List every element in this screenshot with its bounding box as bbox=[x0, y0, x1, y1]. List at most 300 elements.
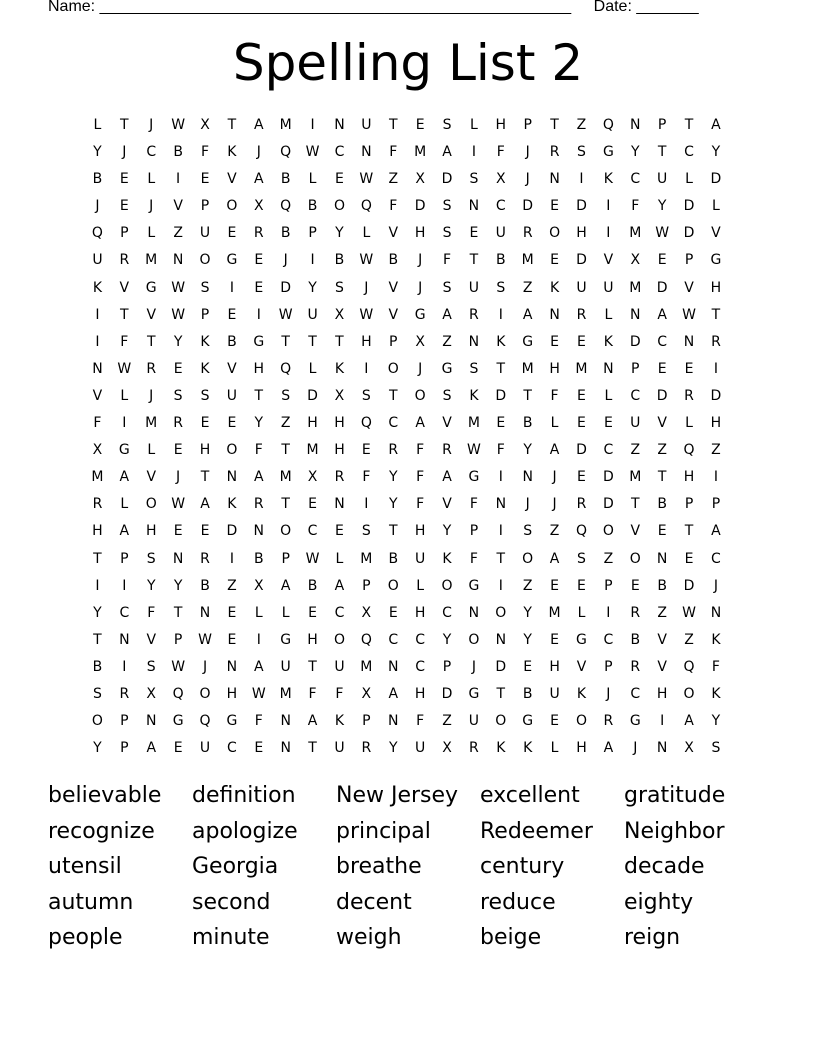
grid-letter: Z bbox=[522, 279, 533, 296]
page-title: Spelling List 2 bbox=[232, 34, 584, 92]
grid-letter: N bbox=[549, 306, 560, 323]
grid-letter: H bbox=[495, 117, 507, 133]
grid-letter: P bbox=[173, 631, 183, 648]
grid-letter: Z bbox=[630, 442, 641, 459]
grid-letter: L bbox=[120, 387, 129, 404]
grid-letter: S bbox=[335, 279, 344, 296]
grid-row bbox=[84, 437, 734, 464]
grid-letter: N bbox=[630, 306, 641, 323]
grid-letter: X bbox=[334, 387, 345, 404]
grid-letter: P bbox=[120, 225, 129, 242]
grid-letter: B bbox=[657, 577, 667, 594]
grid-letter: E bbox=[173, 360, 183, 377]
grid-letter: N bbox=[683, 333, 695, 350]
grid-letter: L bbox=[335, 550, 344, 567]
grid-letter: L bbox=[685, 171, 693, 188]
grid-letter: G bbox=[226, 252, 238, 269]
word-bank-item: decade bbox=[624, 854, 705, 879]
grid-letter: N bbox=[226, 469, 238, 486]
grid-letter: H bbox=[226, 685, 238, 702]
grid-row bbox=[84, 112, 734, 139]
grid-letter: E bbox=[577, 577, 586, 594]
grid-letter: A bbox=[549, 442, 560, 459]
grid-letter: T bbox=[281, 496, 290, 513]
grid-letter: E bbox=[335, 523, 344, 540]
grid-letter: Y bbox=[711, 144, 721, 161]
grid-letter: W bbox=[251, 685, 266, 702]
grid-letter: A bbox=[522, 306, 533, 323]
word-bank-item: principal bbox=[336, 818, 431, 844]
grid-letter: G bbox=[468, 685, 480, 702]
word-bank-item: utensil bbox=[48, 854, 122, 879]
grid-letter: R bbox=[253, 496, 264, 513]
grid-letter: O bbox=[575, 713, 587, 730]
grid-letter: L bbox=[120, 496, 129, 513]
grid-letter: N bbox=[199, 604, 211, 621]
grid-letter: C bbox=[227, 740, 237, 757]
grid-letter: R bbox=[603, 713, 614, 730]
grid-letter: W bbox=[655, 225, 670, 242]
grid-letter: P bbox=[362, 577, 371, 594]
grid-letter: M bbox=[414, 144, 427, 161]
grid-letter: R bbox=[119, 252, 130, 269]
grid-letter: V bbox=[442, 496, 452, 513]
grid-letter: B bbox=[388, 550, 399, 567]
grid-letter: R bbox=[92, 496, 103, 513]
grid-letter: X bbox=[146, 685, 157, 702]
word-bank-item: second bbox=[192, 889, 271, 915]
grid-letter: C bbox=[307, 523, 318, 540]
grid-letter: U bbox=[199, 740, 211, 757]
grid-letter: H bbox=[683, 469, 695, 486]
grid-letter: T bbox=[388, 387, 398, 404]
grid-letter: O bbox=[468, 631, 480, 648]
grid-letter: V bbox=[146, 631, 157, 648]
grid-letter: N bbox=[361, 144, 372, 161]
grid-letter: S bbox=[577, 144, 586, 161]
grid-letter: A bbox=[684, 713, 694, 730]
grid-letter: W bbox=[305, 144, 320, 161]
grid-letter: I bbox=[498, 469, 503, 486]
grid-letter: J bbox=[552, 469, 557, 486]
grid-letter: S bbox=[711, 740, 721, 757]
grid-letter: L bbox=[685, 415, 693, 432]
grid-letter: B bbox=[173, 144, 183, 161]
grid-letter: L bbox=[604, 387, 613, 404]
grid-letter: I bbox=[95, 333, 100, 350]
grid-letter: A bbox=[711, 523, 721, 540]
grid-letter: E bbox=[227, 306, 237, 323]
grid-letter: W bbox=[117, 360, 132, 377]
grid-letter: H bbox=[307, 415, 318, 432]
grid-letter: F bbox=[550, 387, 559, 404]
grid-letter: E bbox=[415, 117, 425, 133]
grid-letter: Y bbox=[93, 604, 102, 621]
grid-letter: D bbox=[441, 685, 453, 702]
grid-letter: O bbox=[226, 442, 238, 459]
grid-letter: U bbox=[630, 415, 641, 432]
grid-letter: O bbox=[91, 713, 103, 730]
grid-letter: M bbox=[521, 252, 534, 269]
grid-letter: R bbox=[576, 496, 587, 513]
grid-letter: O bbox=[199, 252, 211, 269]
grid-letter: V bbox=[711, 225, 721, 242]
grid-letter: S bbox=[146, 550, 156, 567]
grid-letter: E bbox=[388, 604, 398, 621]
grid-letter: Y bbox=[93, 740, 102, 757]
grid-letter: J bbox=[525, 144, 530, 161]
grid-letter: V bbox=[388, 225, 399, 242]
grid-letter: I bbox=[229, 550, 234, 567]
grid-letter: T bbox=[227, 117, 237, 133]
grid-letter: X bbox=[361, 604, 372, 621]
grid-letter: O bbox=[683, 685, 695, 702]
grid-letter: U bbox=[415, 740, 426, 757]
grid-letter: H bbox=[414, 685, 426, 702]
grid-letter: O bbox=[549, 225, 561, 242]
grid-letter: T bbox=[496, 360, 506, 377]
grid-letter: A bbox=[442, 469, 452, 486]
grid-letter: E bbox=[200, 523, 210, 540]
grid-letter: N bbox=[145, 713, 157, 730]
grid-letter: I bbox=[122, 415, 127, 432]
grid-row bbox=[84, 166, 734, 193]
grid-letter: J bbox=[418, 252, 423, 269]
grid-letter: W bbox=[359, 306, 374, 323]
grid-letter: F bbox=[416, 469, 425, 486]
grid-letter: O bbox=[522, 550, 534, 567]
grid-letter: T bbox=[335, 333, 344, 350]
grid-letter: Q bbox=[280, 198, 292, 215]
grid-letter: Z bbox=[657, 442, 667, 459]
grid-letter: E bbox=[173, 523, 183, 540]
grid-letter: D bbox=[414, 198, 426, 215]
grid-letter: K bbox=[549, 279, 560, 296]
grid-letter: T bbox=[173, 604, 183, 621]
grid-letter: W bbox=[682, 306, 696, 323]
word-bank-item: believable bbox=[48, 783, 162, 808]
grid-letter: T bbox=[308, 658, 317, 675]
grid-letter: I bbox=[310, 252, 315, 269]
grid-letter: L bbox=[577, 604, 586, 621]
grid-letter: L bbox=[550, 740, 559, 757]
grid-letter: S bbox=[469, 360, 479, 377]
grid-letter: F bbox=[120, 333, 129, 350]
word-bank-item: reduce bbox=[480, 889, 556, 915]
grid-letter: I bbox=[498, 577, 503, 594]
grid-letter: H bbox=[414, 523, 426, 540]
grid-letter: D bbox=[602, 496, 614, 513]
grid-letter: F bbox=[254, 442, 263, 459]
grid-letter: C bbox=[388, 631, 399, 648]
grid-letter: Q bbox=[280, 360, 292, 377]
grid-letter: H bbox=[253, 360, 265, 377]
grid-letter: P bbox=[684, 252, 694, 269]
grid-letter: A bbox=[280, 577, 291, 594]
grid-row bbox=[84, 491, 734, 518]
grid-letter: W bbox=[171, 279, 186, 296]
grid-letter: Z bbox=[684, 631, 694, 648]
grid-letter: G bbox=[710, 252, 722, 269]
grid-letter: K bbox=[496, 333, 506, 350]
grid-letter: V bbox=[173, 198, 183, 215]
grid-letter: G bbox=[522, 713, 534, 730]
grid-letter: G bbox=[172, 713, 184, 730]
grid-letter: V bbox=[603, 252, 614, 269]
grid-letter: W bbox=[682, 604, 696, 621]
grid-letter: E bbox=[630, 577, 640, 594]
word-bank-item: recognize bbox=[48, 818, 155, 844]
grid-letter: K bbox=[469, 387, 479, 404]
grid-row bbox=[84, 193, 734, 220]
grid-letter: T bbox=[120, 306, 129, 323]
grid-letter: K bbox=[523, 740, 533, 757]
grid-letter: X bbox=[307, 469, 318, 486]
grid-letter: I bbox=[256, 631, 261, 648]
grid-letter: F bbox=[200, 144, 210, 161]
grid-letter: U bbox=[307, 306, 318, 323]
word-bank-item: New Jersey bbox=[336, 783, 459, 808]
grid-letter: G bbox=[226, 713, 238, 730]
grid-letter: C bbox=[630, 387, 641, 404]
word-bank-item: decent bbox=[336, 889, 412, 915]
grid-letter: J bbox=[149, 387, 154, 404]
grid-letter: N bbox=[280, 740, 291, 757]
grid-letter: C bbox=[334, 604, 345, 621]
grid-letter: J bbox=[149, 117, 154, 133]
grid-letter: F bbox=[496, 442, 505, 459]
grid-letter: C bbox=[495, 198, 506, 215]
grid-letter: Z bbox=[227, 577, 237, 594]
grid-letter: A bbox=[442, 306, 452, 323]
grid-letter: G bbox=[118, 442, 130, 459]
grid-letter: S bbox=[577, 550, 586, 567]
grid-letter: K bbox=[200, 333, 210, 350]
grid-letter: O bbox=[145, 496, 157, 513]
grid-letter: Y bbox=[657, 198, 667, 215]
grid-letter: X bbox=[200, 117, 210, 133]
grid-letter: O bbox=[199, 685, 211, 702]
word-bank-item: minute bbox=[192, 925, 270, 950]
grid-letter: E bbox=[308, 604, 317, 621]
grid-letter: J bbox=[95, 198, 100, 215]
grid-letter: G bbox=[441, 360, 453, 377]
grid-letter: K bbox=[603, 171, 613, 188]
grid-letter: L bbox=[416, 577, 425, 594]
word-bank-item: century bbox=[480, 854, 565, 879]
grid-letter: L bbox=[712, 198, 720, 215]
grid-letter: C bbox=[119, 604, 130, 621]
grid-letter: I bbox=[498, 306, 503, 323]
grid-letter: S bbox=[442, 225, 452, 242]
grid-letter: L bbox=[147, 171, 156, 188]
grid-letter: C bbox=[603, 631, 614, 648]
grid-letter: E bbox=[523, 658, 533, 675]
grid-letter: Z bbox=[711, 442, 721, 459]
grid-letter: T bbox=[523, 387, 532, 404]
grid-letter: N bbox=[226, 658, 238, 675]
grid-letter: N bbox=[172, 550, 184, 567]
grid-letter: E bbox=[200, 171, 210, 188]
grid-letter: D bbox=[656, 387, 668, 404]
grid-letter: X bbox=[442, 740, 452, 757]
grid-letter: F bbox=[416, 713, 425, 730]
grid-letter: Q bbox=[91, 225, 103, 242]
grid-letter: Z bbox=[657, 604, 667, 621]
grid-letter: K bbox=[92, 279, 103, 296]
grid-letter: C bbox=[146, 144, 157, 161]
grid-letter: U bbox=[657, 171, 668, 188]
grid-letter: J bbox=[364, 279, 369, 296]
grid-letter: T bbox=[684, 117, 694, 133]
grid-letter: B bbox=[280, 171, 291, 188]
grid-letter: A bbox=[119, 469, 130, 486]
grid-letter: F bbox=[631, 198, 640, 215]
grid-letter: R bbox=[173, 415, 183, 432]
grid-letter: Y bbox=[523, 631, 532, 648]
grid-letter: O bbox=[226, 198, 238, 215]
grid-letter: F bbox=[308, 685, 317, 702]
grid-letter: E bbox=[550, 252, 560, 269]
grid-letter: X bbox=[415, 171, 425, 188]
grid-letter: J bbox=[418, 279, 423, 296]
grid-letter: C bbox=[630, 171, 641, 188]
grid-letter: N bbox=[549, 171, 560, 188]
grid-letter: L bbox=[281, 604, 290, 621]
grid-letter: J bbox=[122, 144, 127, 161]
grid-letter: B bbox=[200, 577, 210, 594]
grid-letter: E bbox=[550, 577, 560, 594]
grid-letter: S bbox=[442, 387, 452, 404]
grid-letter: A bbox=[254, 171, 264, 188]
grid-letter: W bbox=[359, 171, 374, 188]
grid-letter: L bbox=[147, 225, 156, 242]
grid-letter: O bbox=[495, 604, 507, 621]
grid-letter: U bbox=[334, 740, 345, 757]
grid-letter: L bbox=[308, 171, 317, 188]
grid-letter: I bbox=[95, 306, 100, 323]
grid-letter: C bbox=[603, 442, 614, 459]
grid-letter: O bbox=[495, 713, 507, 730]
grid-letter: W bbox=[359, 252, 374, 269]
grid-letter: I bbox=[471, 144, 476, 161]
grid-letter: N bbox=[468, 198, 480, 215]
grid-letter: P bbox=[200, 306, 210, 323]
grid-letter: Y bbox=[308, 279, 317, 296]
grid-letter: U bbox=[199, 225, 211, 242]
grid-letter: B bbox=[280, 225, 291, 242]
grid-letter: U bbox=[549, 685, 560, 702]
grid-letter: Q bbox=[683, 658, 695, 675]
grid-row bbox=[84, 681, 734, 708]
grid-letter: Q bbox=[360, 415, 372, 432]
grid-letter: E bbox=[119, 171, 129, 188]
grid-letter: W bbox=[305, 550, 320, 567]
grid-letter: J bbox=[471, 658, 476, 675]
grid-row bbox=[84, 275, 734, 302]
grid-letter: Q bbox=[683, 442, 695, 459]
grid-letter: C bbox=[334, 144, 345, 161]
grid-letter: U bbox=[334, 658, 345, 675]
grid-letter: R bbox=[522, 225, 533, 242]
grid-letter: B bbox=[388, 252, 399, 269]
grid-letter: Q bbox=[575, 523, 587, 540]
grid-letter: Z bbox=[173, 225, 183, 242]
grid-letter: A bbox=[657, 306, 667, 323]
grid-letter: K bbox=[496, 740, 506, 757]
grid-letter: D bbox=[576, 442, 587, 459]
grid-letter: G bbox=[253, 333, 265, 350]
grid-letter: B bbox=[496, 252, 506, 269]
grid-letter: H bbox=[199, 442, 211, 459]
grid-letter: L bbox=[604, 306, 613, 323]
grid-letter: H bbox=[334, 442, 345, 459]
grid-letter: N bbox=[92, 360, 103, 377]
grid-letter: B bbox=[657, 496, 667, 513]
grid-letter: S bbox=[469, 171, 479, 188]
grid-letter: U bbox=[226, 387, 238, 404]
grid-letter: M bbox=[629, 469, 642, 486]
grid-letter: F bbox=[147, 604, 156, 621]
grid-letter: E bbox=[335, 171, 344, 188]
grid-letter: V bbox=[92, 387, 103, 404]
grid-letter: X bbox=[684, 740, 694, 757]
grid-letter: C bbox=[388, 415, 399, 432]
grid-letter: K bbox=[334, 360, 345, 377]
grid-letter: N bbox=[334, 117, 345, 133]
grid-letter: S bbox=[523, 523, 533, 540]
grid-letter: Y bbox=[335, 225, 344, 242]
grid-letter: T bbox=[146, 333, 156, 350]
grid-letter: C bbox=[442, 604, 452, 621]
grid-letter: G bbox=[414, 306, 426, 323]
grid-row bbox=[84, 600, 734, 627]
grid-letter: D bbox=[602, 469, 614, 486]
grid-letter: M bbox=[360, 658, 373, 675]
grid-letter: E bbox=[657, 252, 667, 269]
grid-letter: G bbox=[629, 713, 641, 730]
grid-letter: D bbox=[307, 387, 318, 404]
grid-letter: R bbox=[549, 144, 560, 161]
grid-letter: H bbox=[414, 604, 426, 621]
grid-letter: V bbox=[657, 658, 667, 675]
grid-letter: Z bbox=[522, 577, 533, 594]
grid-letter: U bbox=[92, 252, 103, 269]
grid-letter: K bbox=[442, 550, 452, 567]
grid-letter: Z bbox=[576, 117, 587, 133]
word-bank-item: autumn bbox=[48, 889, 134, 915]
grid-letter: N bbox=[630, 117, 641, 133]
grid-letter: K bbox=[227, 144, 237, 161]
grid-letter: M bbox=[145, 252, 158, 269]
grid-letter: Y bbox=[173, 577, 183, 594]
word-bank-item: definition bbox=[192, 783, 296, 808]
grid-letter: N bbox=[603, 360, 614, 377]
grid-letter: P bbox=[308, 225, 317, 242]
grid-letter: Q bbox=[172, 685, 184, 702]
grid-letter: P bbox=[389, 333, 398, 350]
grid-letter: E bbox=[496, 415, 506, 432]
grid-letter: B bbox=[307, 198, 318, 215]
grid-row bbox=[84, 518, 734, 545]
grid-letter: B bbox=[522, 415, 533, 432]
grid-letter: T bbox=[711, 306, 721, 323]
grid-letter: H bbox=[549, 360, 560, 377]
grid-letter: H bbox=[576, 225, 587, 242]
grid-letter: V bbox=[388, 306, 399, 323]
grid-letter: B bbox=[307, 577, 318, 594]
word-bank-item: apologize bbox=[192, 818, 298, 844]
